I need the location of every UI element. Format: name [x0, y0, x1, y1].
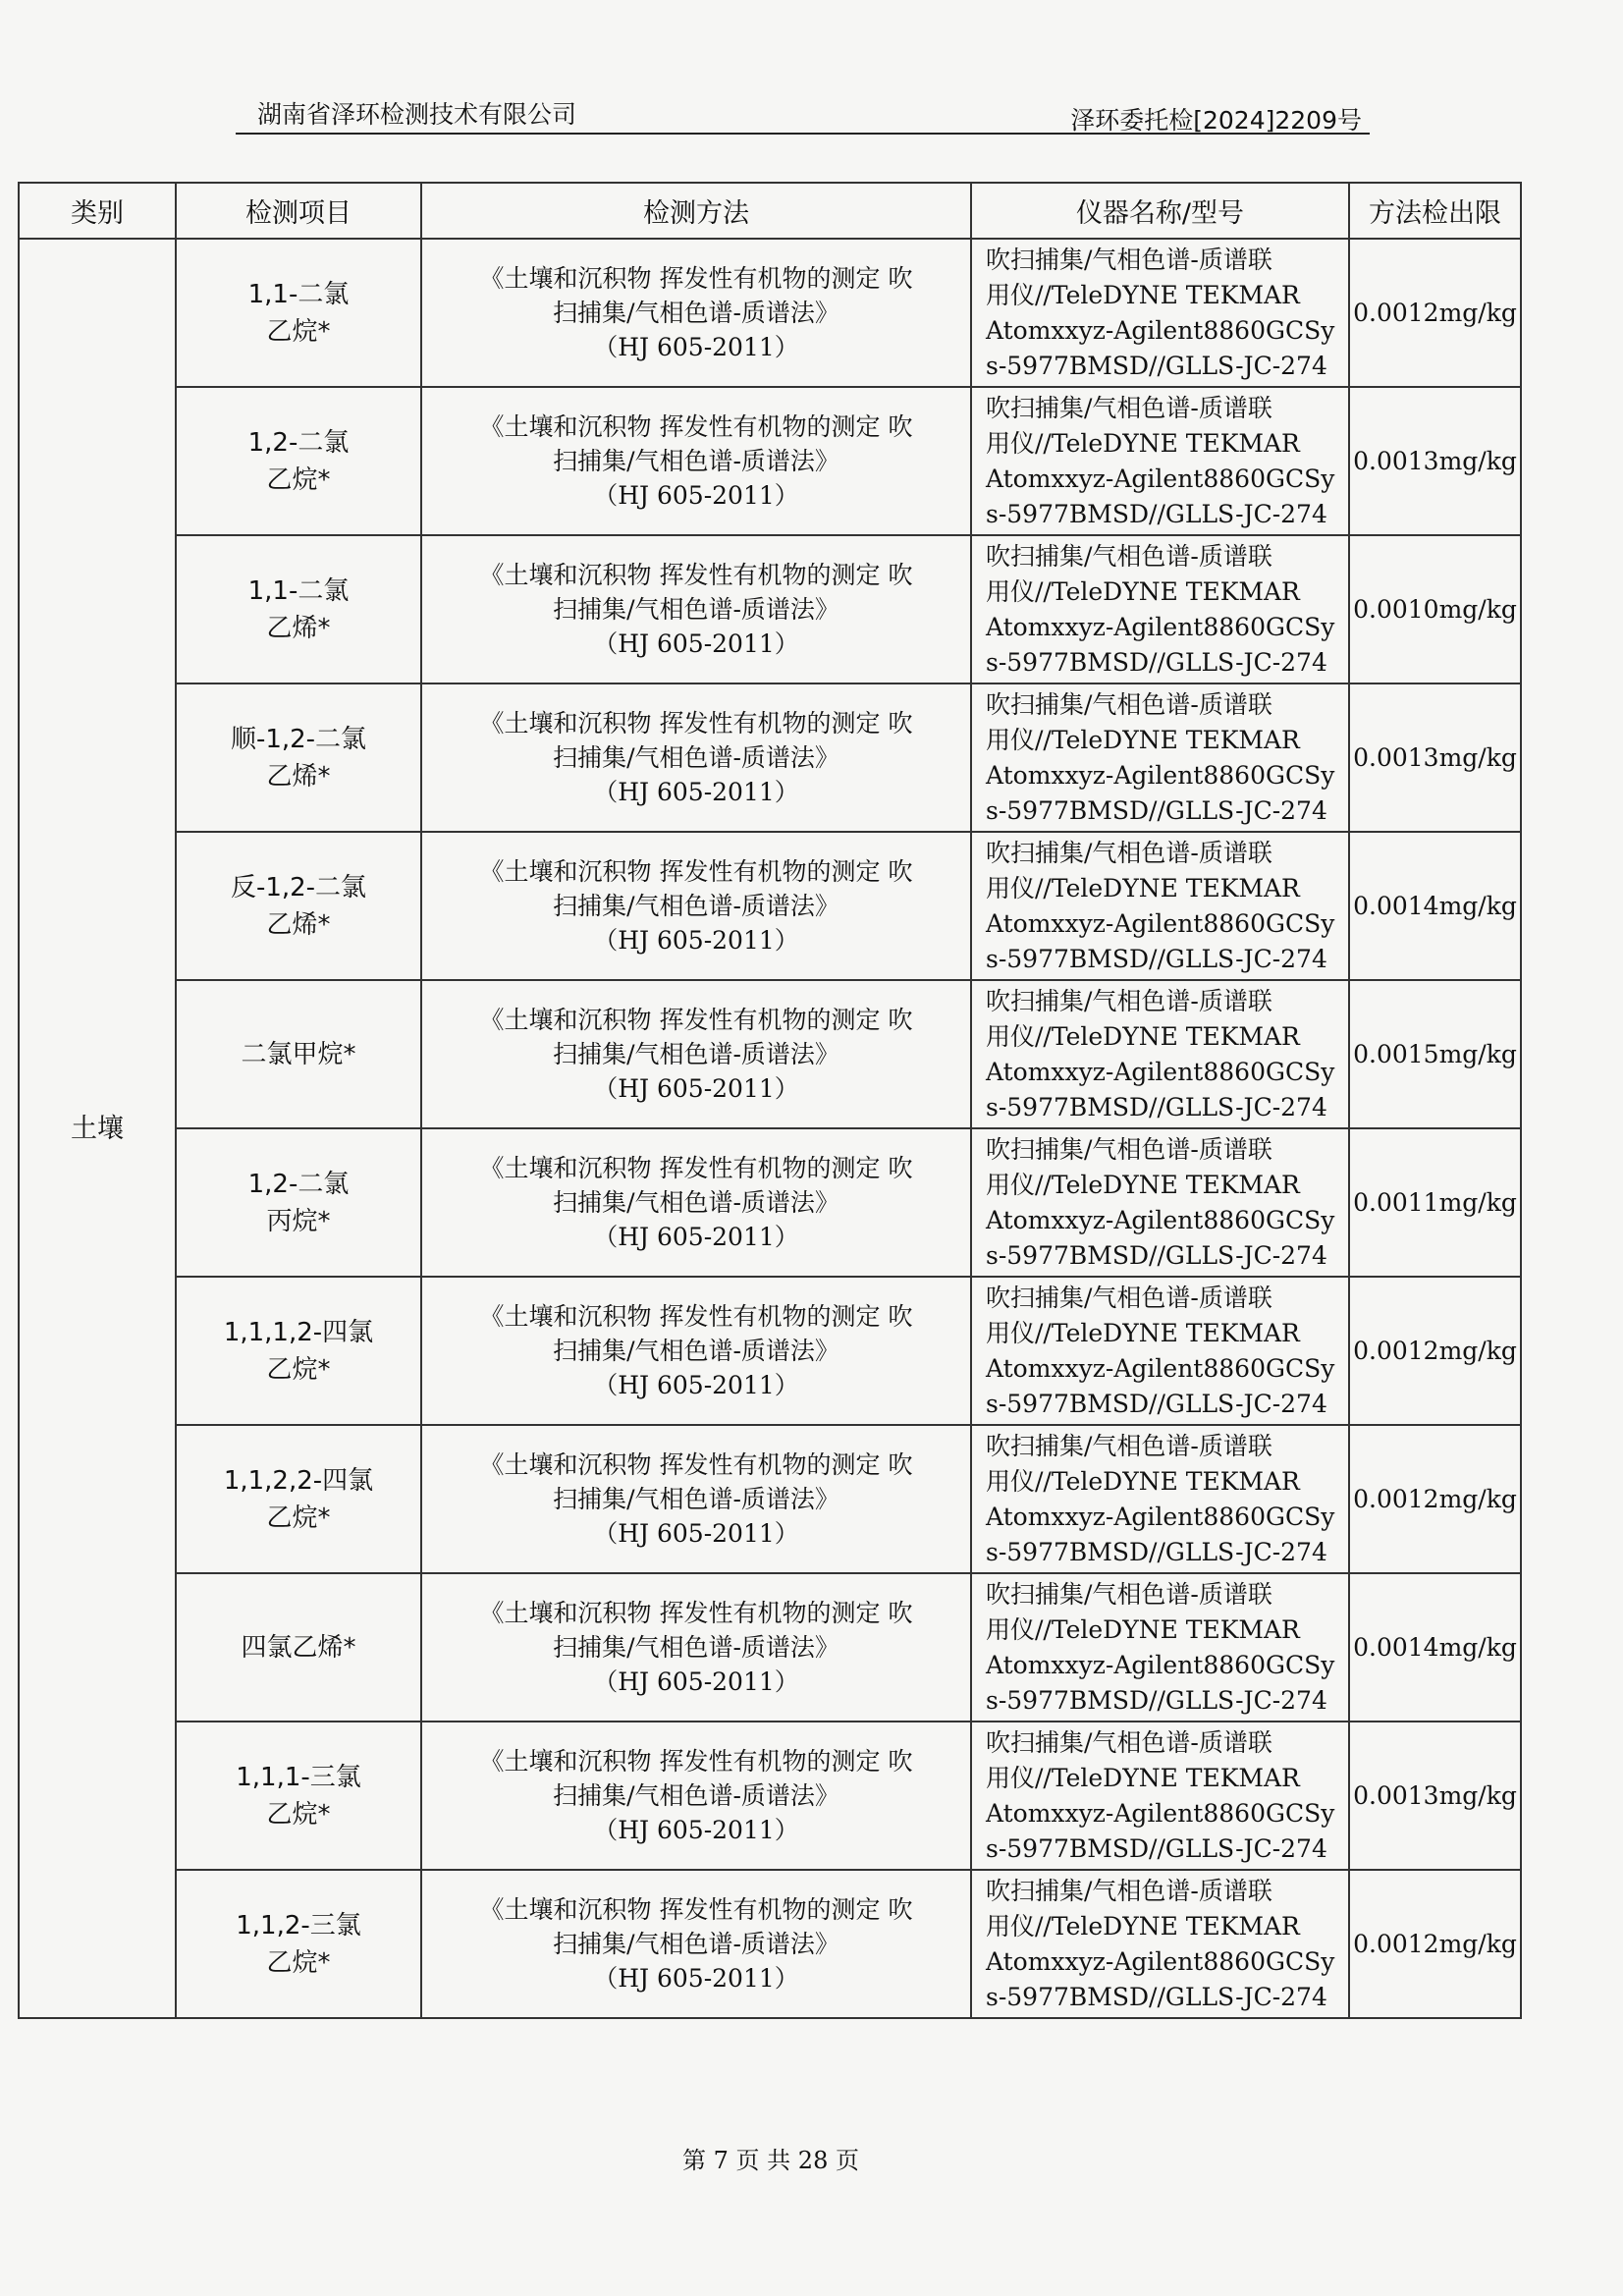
instrument-line-2: 用仪//TeleDYNE TEKMAR — [986, 1170, 1300, 1199]
instrument-line-1: 吹扫捕集/气相色谱-质谱联 — [986, 393, 1272, 422]
table-row — [19, 1722, 1521, 1870]
method-line-1: 《土壤和沉积物 挥发性有机物的测定 吹 — [479, 1154, 913, 1182]
item-line-2: 乙烯* — [266, 761, 331, 792]
company-name: 湖南省泽环检测技术有限公司 — [257, 100, 577, 129]
instrument-line-3: Atomxxyz-Agilent8860GCSy — [986, 760, 1335, 790]
method-cell — [421, 1425, 971, 1573]
table-body — [19, 239, 1521, 2018]
method-line-1: 《土壤和沉积物 挥发性有机物的测定 吹 — [479, 561, 913, 589]
item-cell — [176, 1722, 421, 1870]
method-line-1: 《土壤和沉积物 挥发性有机物的测定 吹 — [479, 264, 913, 293]
instrument-line-4: s-5977BMSD//GLLS-JC-274 — [986, 944, 1327, 973]
method-cell — [421, 683, 971, 832]
item-line-1: 二氯甲烷* — [241, 1039, 356, 1069]
method-cell — [421, 1722, 971, 1870]
instrument-line-1: 吹扫捕集/气相色谱-质谱联 — [986, 541, 1272, 571]
item-line-1: 1,2-二氯 — [247, 427, 350, 458]
limit-cell: 0.0013mg/kg — [1349, 1722, 1521, 1870]
method-line-2: 扫捕集/气相色谱-质谱法》 — [553, 1930, 839, 1958]
item-cell — [176, 1277, 421, 1425]
item-cell — [176, 683, 421, 832]
limit-cell: 0.0010mg/kg — [1349, 535, 1521, 683]
method-line-2: 扫捕集/气相色谱-质谱法》 — [553, 1040, 839, 1068]
item-line-1: 1,1,1-三氯 — [236, 1762, 361, 1792]
instrument-cell — [971, 683, 1349, 832]
limit-cell: 0.0012mg/kg — [1349, 1425, 1521, 1573]
header-method: 检测方法 — [421, 183, 971, 239]
method-line-2: 扫捕集/气相色谱-质谱法》 — [553, 1633, 839, 1662]
method-cell — [421, 1128, 971, 1277]
method-line-1: 《土壤和沉积物 挥发性有机物的测定 吹 — [479, 1895, 913, 1924]
table-row — [19, 1870, 1521, 2018]
instrument-line-1: 吹扫捕集/气相色谱-质谱联 — [986, 1134, 1272, 1164]
table-row — [19, 1277, 1521, 1425]
item-line-2: 丙烷* — [266, 1206, 331, 1236]
method-line-3: （HJ 605-2011） — [593, 1519, 799, 1548]
instrument-cell — [971, 239, 1349, 387]
method-line-3: （HJ 605-2011） — [593, 926, 799, 955]
instrument-line-2: 用仪//TeleDYNE TEKMAR — [986, 576, 1300, 606]
instrument-line-3: Atomxxyz-Agilent8860GCSy — [986, 315, 1335, 345]
table-row — [19, 683, 1521, 832]
item-line-1: 1,1,2,2-四氯 — [223, 1465, 374, 1496]
method-cell — [421, 1870, 971, 2018]
instrument-line-1: 吹扫捕集/气相色谱-质谱联 — [986, 1876, 1272, 1905]
method-line-1: 《土壤和沉积物 挥发性有机物的测定 吹 — [479, 709, 913, 738]
table-row — [19, 535, 1521, 683]
limit-cell: 0.0012mg/kg — [1349, 1277, 1521, 1425]
page-footer: 第 7 页 共 28 页 — [682, 2147, 859, 2174]
table-row — [19, 239, 1521, 387]
instrument-line-4: s-5977BMSD//GLLS-JC-274 — [986, 1537, 1327, 1566]
instrument-line-1: 吹扫捕集/气相色谱-质谱联 — [986, 1283, 1272, 1312]
item-line-2: 乙烷* — [266, 1947, 331, 1978]
detection-table — [18, 182, 1522, 2019]
method-line-2: 扫捕集/气相色谱-质谱法》 — [553, 892, 839, 920]
instrument-line-4: s-5977BMSD//GLLS-JC-274 — [986, 795, 1327, 825]
instrument-line-4: s-5977BMSD//GLLS-JC-274 — [986, 1685, 1327, 1715]
instrument-line-1: 吹扫捕集/气相色谱-质谱联 — [986, 1579, 1272, 1609]
limit-cell: 0.0012mg/kg — [1349, 1870, 1521, 2018]
page-header — [236, 93, 1370, 135]
instrument-line-2: 用仪//TeleDYNE TEKMAR — [986, 1763, 1300, 1792]
limit-cell: 0.0015mg/kg — [1349, 980, 1521, 1128]
instrument-cell — [971, 1870, 1349, 2018]
item-line-1: 四氯乙烯* — [241, 1632, 356, 1663]
method-line-2: 扫捕集/气相色谱-质谱法》 — [553, 299, 839, 327]
method-cell — [421, 239, 971, 387]
method-line-1: 《土壤和沉积物 挥发性有机物的测定 吹 — [479, 1747, 913, 1776]
method-line-2: 扫捕集/气相色谱-质谱法》 — [553, 595, 839, 624]
instrument-line-1: 吹扫捕集/气相色谱-质谱联 — [986, 689, 1272, 719]
instrument-line-3: Atomxxyz-Agilent8860GCSy — [986, 908, 1335, 938]
instrument-line-3: Atomxxyz-Agilent8860GCSy — [986, 612, 1335, 641]
method-line-1: 《土壤和沉积物 挥发性有机物的测定 吹 — [479, 1006, 913, 1034]
table-row — [19, 1573, 1521, 1722]
item-line-2: 乙烯* — [266, 613, 331, 643]
detection-table-container — [18, 182, 1520, 2019]
instrument-line-2: 用仪//TeleDYNE TEKMAR — [986, 725, 1300, 754]
instrument-line-2: 用仪//TeleDYNE TEKMAR — [986, 1318, 1300, 1347]
item-line-1: 反-1,2-二氯 — [230, 872, 367, 902]
method-line-2: 扫捕集/气相色谱-质谱法》 — [553, 1188, 839, 1217]
method-line-3: （HJ 605-2011） — [593, 1964, 799, 1993]
method-line-2: 扫捕集/气相色谱-质谱法》 — [553, 1337, 839, 1365]
method-line-1: 《土壤和沉积物 挥发性有机物的测定 吹 — [479, 1599, 913, 1627]
method-line-1: 《土壤和沉积物 挥发性有机物的测定 吹 — [479, 1302, 913, 1331]
limit-cell: 0.0014mg/kg — [1349, 832, 1521, 980]
limit-cell: 0.0013mg/kg — [1349, 387, 1521, 535]
item-cell — [176, 980, 421, 1128]
method-line-1: 《土壤和沉积物 挥发性有机物的测定 吹 — [479, 412, 913, 441]
instrument-line-2: 用仪//TeleDYNE TEKMAR — [986, 280, 1300, 309]
limit-cell: 0.0012mg/kg — [1349, 239, 1521, 387]
instrument-cell — [971, 980, 1349, 1128]
item-line-2: 乙烷* — [266, 1799, 331, 1830]
method-line-2: 扫捕集/气相色谱-质谱法》 — [553, 447, 839, 475]
instrument-line-2: 用仪//TeleDYNE TEKMAR — [986, 1911, 1300, 1941]
instrument-line-1: 吹扫捕集/气相色谱-质谱联 — [986, 986, 1272, 1015]
item-line-2: 乙烷* — [266, 1503, 331, 1533]
instrument-cell — [971, 1425, 1349, 1573]
instrument-cell — [971, 1128, 1349, 1277]
method-line-3: （HJ 605-2011） — [593, 1816, 799, 1844]
instrument-line-2: 用仪//TeleDYNE TEKMAR — [986, 428, 1300, 458]
instrument-line-4: s-5977BMSD//GLLS-JC-274 — [986, 1092, 1327, 1121]
item-line-1: 1,1,1,2-四氯 — [223, 1317, 374, 1347]
method-line-3: （HJ 605-2011） — [593, 333, 799, 361]
instrument-line-2: 用仪//TeleDYNE TEKMAR — [986, 1021, 1300, 1051]
item-line-1: 1,1-二氯 — [247, 279, 350, 309]
instrument-cell — [971, 1277, 1349, 1425]
method-line-2: 扫捕集/气相色谱-质谱法》 — [553, 1781, 839, 1810]
instrument-line-2: 用仪//TeleDYNE TEKMAR — [986, 873, 1300, 902]
item-line-1: 1,1-二氯 — [247, 575, 350, 606]
method-cell — [421, 387, 971, 535]
instrument-cell — [971, 832, 1349, 980]
table-row — [19, 980, 1521, 1128]
header-instrument: 仪器名称/型号 — [971, 183, 1349, 239]
method-cell — [421, 1277, 971, 1425]
instrument-line-1: 吹扫捕集/气相色谱-质谱联 — [986, 1727, 1272, 1757]
item-line-2: 乙烯* — [266, 909, 331, 940]
item-cell — [176, 239, 421, 387]
limit-cell: 0.0013mg/kg — [1349, 683, 1521, 832]
table-row — [19, 832, 1521, 980]
method-line-3: （HJ 605-2011） — [593, 1371, 799, 1399]
instrument-cell — [971, 1722, 1349, 1870]
instrument-line-2: 用仪//TeleDYNE TEKMAR — [986, 1614, 1300, 1644]
item-cell — [176, 1573, 421, 1722]
table-row — [19, 387, 1521, 535]
header-category: 类别 — [19, 183, 176, 239]
method-line-3: （HJ 605-2011） — [593, 1223, 799, 1251]
item-cell — [176, 1425, 421, 1573]
item-line-2: 乙烷* — [266, 465, 331, 495]
item-cell — [176, 1870, 421, 2018]
item-line-1: 顺-1,2-二氯 — [230, 724, 367, 754]
instrument-cell — [971, 387, 1349, 535]
method-line-3: （HJ 605-2011） — [593, 778, 799, 806]
instrument-line-1: 吹扫捕集/气相色谱-质谱联 — [986, 1431, 1272, 1460]
method-line-2: 扫捕集/气相色谱-质谱法》 — [553, 743, 839, 772]
instrument-line-3: Atomxxyz-Agilent8860GCSy — [986, 1353, 1335, 1383]
header-item: 检测项目 — [176, 183, 421, 239]
limit-cell: 0.0014mg/kg — [1349, 1573, 1521, 1722]
method-line-3: （HJ 605-2011） — [593, 629, 799, 658]
item-cell — [176, 387, 421, 535]
category-cell: 土壤 — [19, 239, 176, 2018]
instrument-cell — [971, 535, 1349, 683]
method-line-3: （HJ 605-2011） — [593, 1667, 799, 1696]
method-cell — [421, 535, 971, 683]
instrument-line-4: s-5977BMSD//GLLS-JC-274 — [986, 1982, 1327, 2011]
instrument-line-4: s-5977BMSD//GLLS-JC-274 — [986, 1240, 1327, 1270]
limit-cell: 0.0011mg/kg — [1349, 1128, 1521, 1277]
header-limit: 方法检出限 — [1349, 183, 1521, 239]
instrument-line-2: 用仪//TeleDYNE TEKMAR — [986, 1466, 1300, 1496]
instrument-line-4: s-5977BMSD//GLLS-JC-274 — [986, 1389, 1327, 1418]
instrument-line-4: s-5977BMSD//GLLS-JC-274 — [986, 499, 1327, 528]
item-line-2: 乙烷* — [266, 1354, 331, 1385]
method-cell — [421, 1573, 971, 1722]
instrument-line-1: 吹扫捕集/气相色谱-质谱联 — [986, 838, 1272, 867]
item-line-1: 1,1,2-三氯 — [236, 1910, 361, 1941]
table-header-row — [19, 183, 1521, 239]
table-row — [19, 1128, 1521, 1277]
instrument-line-3: Atomxxyz-Agilent8860GCSy — [986, 1502, 1335, 1531]
instrument-line-4: s-5977BMSD//GLLS-JC-274 — [986, 647, 1327, 677]
instrument-cell — [971, 1573, 1349, 1722]
instrument-line-3: Atomxxyz-Agilent8860GCSy — [986, 464, 1335, 493]
method-line-1: 《土壤和沉积物 挥发性有机物的测定 吹 — [479, 857, 913, 886]
method-line-3: （HJ 605-2011） — [593, 481, 799, 510]
instrument-line-3: Atomxxyz-Agilent8860GCSy — [986, 1057, 1335, 1086]
table-row — [19, 1425, 1521, 1573]
instrument-line-1: 吹扫捕集/气相色谱-质谱联 — [986, 245, 1272, 274]
method-line-3: （HJ 605-2011） — [593, 1074, 799, 1103]
method-line-2: 扫捕集/气相色谱-质谱法》 — [553, 1485, 839, 1513]
instrument-line-3: Atomxxyz-Agilent8860GCSy — [986, 1946, 1335, 1976]
method-cell — [421, 832, 971, 980]
item-cell — [176, 535, 421, 683]
item-cell — [176, 1128, 421, 1277]
item-cell — [176, 832, 421, 980]
item-line-1: 1,2-二氯 — [247, 1169, 350, 1199]
item-line-2: 乙烷* — [266, 316, 331, 347]
method-line-1: 《土壤和沉积物 挥发性有机物的测定 吹 — [479, 1450, 913, 1479]
instrument-line-3: Atomxxyz-Agilent8860GCSy — [986, 1650, 1335, 1679]
method-cell — [421, 980, 971, 1128]
instrument-line-3: Atomxxyz-Agilent8860GCSy — [986, 1798, 1335, 1828]
instrument-line-3: Atomxxyz-Agilent8860GCSy — [986, 1205, 1335, 1234]
document-number: 泽环委托检[2024]2209号 — [1070, 106, 1362, 135]
instrument-line-4: s-5977BMSD//GLLS-JC-274 — [986, 1833, 1327, 1863]
instrument-line-4: s-5977BMSD//GLLS-JC-274 — [986, 351, 1327, 380]
